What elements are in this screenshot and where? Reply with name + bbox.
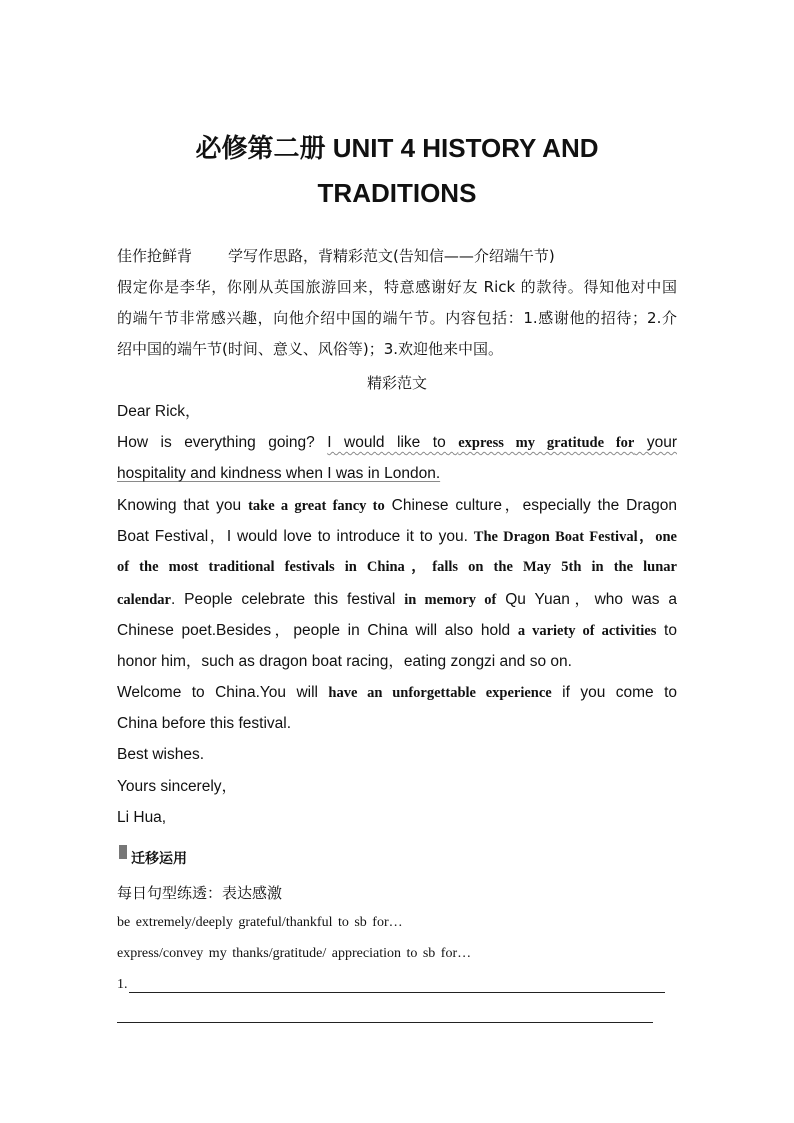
key-phrase: a variety of activities	[517, 623, 657, 639]
essay-paragraph-2-line-3: of the most traditional festivals in China，falls on the May 5th in the lunar	[117, 559, 677, 575]
sentence-pattern-2: express/convey my thanks/gratitude/ appreciation to sb for…	[117, 946, 472, 961]
essay-closing-2: Yours sincerely，	[117, 778, 238, 795]
task-line-2: 的端午节非常感兴趣，向他介绍中国的端午节。内容包括：1.感谢他的招待；2.介	[117, 309, 677, 327]
essay-text: How is everything going?	[117, 434, 328, 451]
essay-paragraph-2-line-5: Chinese poet.Besides，people in China will also hold a variety of activities to	[117, 622, 677, 639]
sentence-pattern-1: be extremely/deeply grateful/thankful to sb for…	[117, 915, 403, 930]
essay-paragraph-2-line-4: calendar. People celebrate this festival in memory of Qu Yuan，who was a	[117, 591, 678, 608]
key-sentence: calendar	[117, 592, 171, 608]
key-phrase: take a great fancy to	[248, 498, 385, 514]
task-line-1: 假定你是李华，你刚从英国旅游回来，特意感谢好友 Rick 的款待。得知他对中国	[117, 278, 677, 296]
key-phrase: in memory of	[404, 592, 497, 608]
answer-line-1[interactable]	[129, 992, 665, 993]
practice-subtitle: 每日句型练透：表达感激	[117, 884, 283, 902]
intro-description: 学写作思路，背精彩范文(告知信——介绍端午节)	[228, 247, 555, 265]
essay-heading: 精彩范文	[366, 374, 427, 392]
essay-paragraph-3-line-2: China before this festival.	[117, 715, 292, 732]
section-marker-icon	[119, 845, 127, 859]
page-title-line-1: 必修第二册 UNIT 4 HISTORY AND	[195, 133, 599, 163]
exercise-item-number: 1.	[117, 977, 128, 992]
intro-label: 佳作抢鲜背	[117, 247, 193, 265]
practice-section-title: 迁移运用	[131, 851, 187, 867]
page-title-line-2: TRADITIONS	[317, 178, 477, 208]
essay-paragraph-2-line-2: Boat Festival，I would love to introduce it to you. The Dragon Boat Festival，one	[117, 528, 677, 545]
highlighted-phrase: hospitality and kindness when I was in London.	[117, 465, 441, 482]
essay-closing-1: Best wishes.	[117, 746, 205, 763]
key-sentence: The Dragon Boat Festival，one	[473, 529, 677, 545]
highlighted-phrase: I would like to express my gratitude for your	[327, 434, 677, 451]
task-line-3: 绍中国的端午节(时间、意义、风俗等)；3.欢迎他来中国。	[117, 340, 504, 358]
essay-paragraph-1-line-1	[117, 427, 677, 459]
essay-paragraph-1-line-2	[117, 458, 677, 489]
answer-line-2[interactable]	[117, 1022, 653, 1023]
key-phrase: express my gratitude for	[458, 435, 635, 451]
essay-paragraph-2-line-1: Knowing that you take a great fancy to Chinese culture，especially the Dragon	[117, 497, 677, 514]
essay-paragraph-3-line-1: Welcome to China.You will have an unforgettable experience if you come to	[117, 684, 677, 701]
essay-paragraph-2-line-6: honor him，such as dragon boat racing，eating zongzi and so on.	[117, 653, 572, 670]
essay-signature: Li Hua,	[117, 809, 167, 826]
essay-greeting: Dear Rick，	[117, 403, 201, 420]
key-phrase: have an unforgettable experience	[328, 685, 552, 701]
